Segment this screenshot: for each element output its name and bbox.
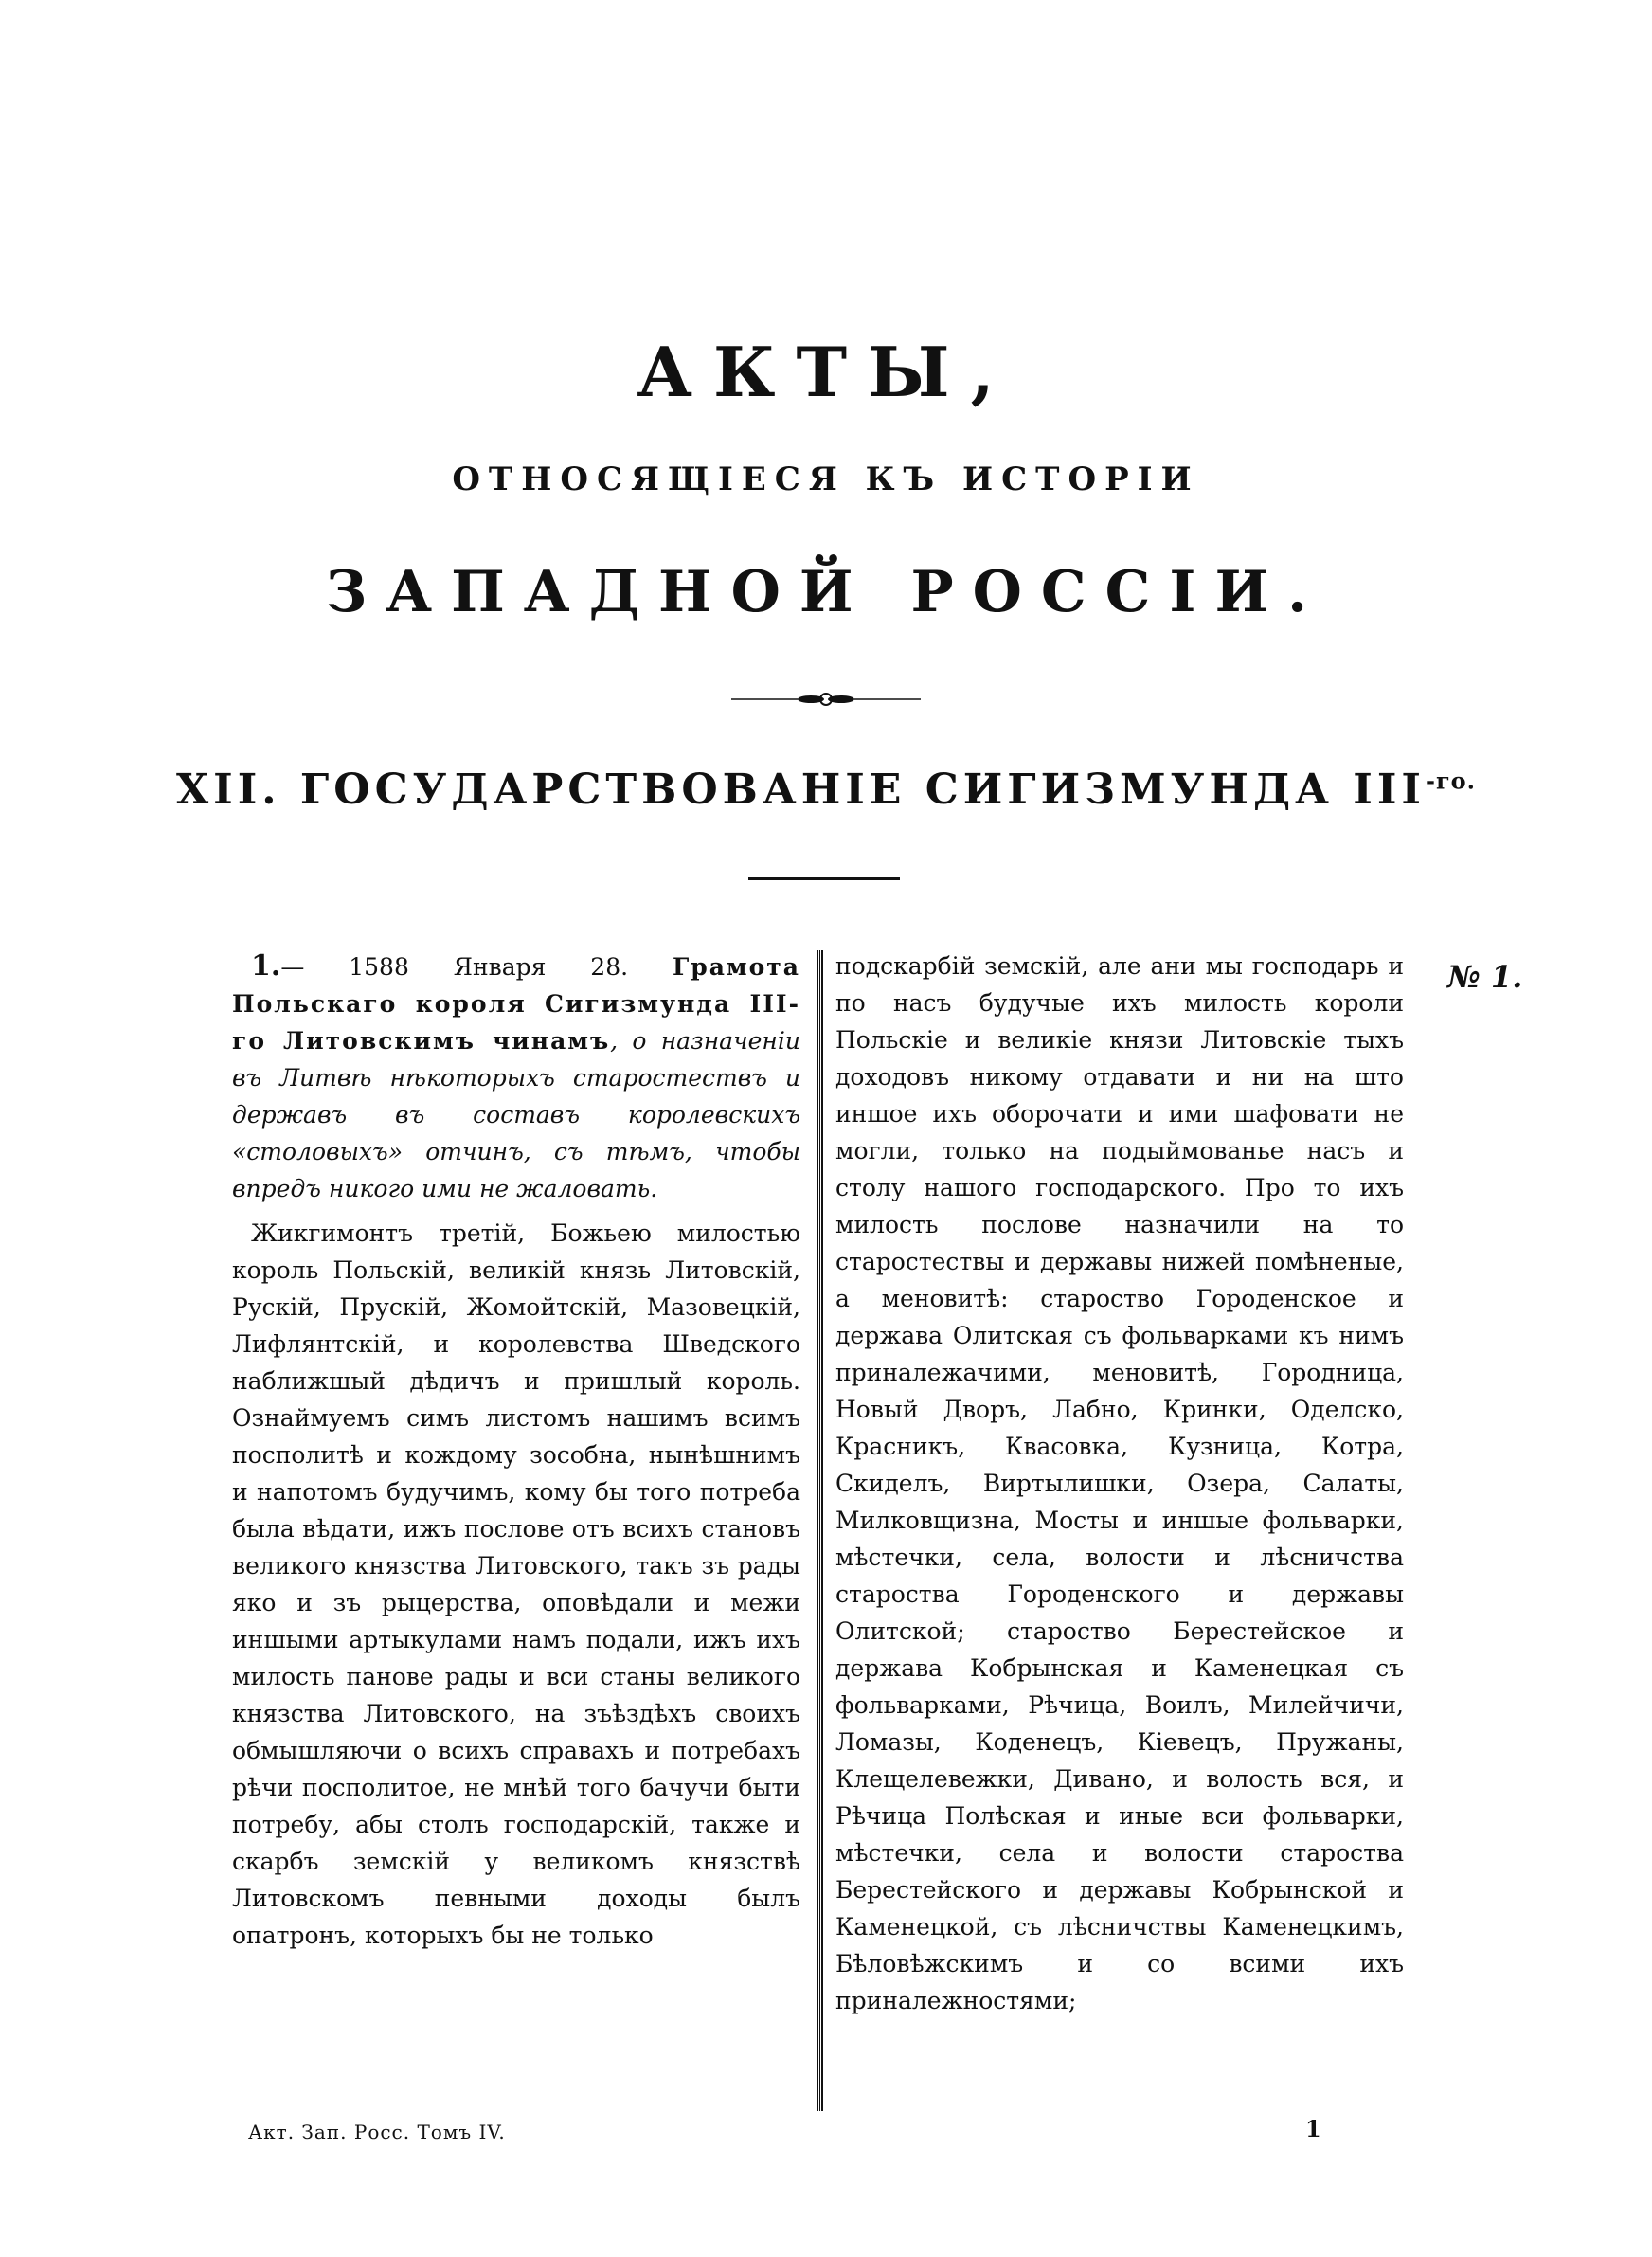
document-date: 1588 Января 28. [349,953,673,981]
document-heading [232,948,800,1207]
section-title-main: XII. ГОСУДАРСТВОВАНІЕ СИГИЗМУНДА III [175,766,1426,814]
margin-note: № 1. [1447,959,1523,995]
document-type: Грамота Польскаго короля Сигизмунда III-го Литовскимъ чинамъ [232,953,800,1055]
volume-title: АКТЫ, [637,332,1015,412]
column-divider [817,950,823,2111]
right-column [835,948,1404,2113]
document-number: 1. [251,949,281,983]
section-title [0,766,1652,814]
left-column-text: Жикгимонтъ третій, Божьею милостью король Польскій, великій князь Литовскій, Рускій, Пруcкій, Жомойтскій, Мазовецкій, Лифлянтскій, и королевства Шведского наближшый дѣдичъ и пришлый король. Ознаймуемъ симъ листомъ нашимъ всимъ посполитѣ и кождому зособна, нынѣшнимъ и напотомъ будучимъ, кому бы того потреба была вѣдати, ижъ послове отъ всихъ становъ великого князства Литовского, такъ зъ рады яко и зъ рыцерства, оповѣдали и межи иншыми артыкулами намъ подали, ижъ ихъ милость панове рады и вси станы великого князства Литовского, на зъѣздѣхъ своихъ обмышляючи о всихъ справахъ и потребахъ рѣчи посполитое, не мнѣй того бачучи быти потребу, абы столъ господарскій, также и скарбъ земскій у великомъ князствѣ Литовскомъ певными доходы былъ опатронъ, которыхъ бы не только [232,1219,800,1949]
left-column [232,948,800,2113]
volume-region-title: ЗАПАДНОЙ РОССІИ. [325,559,1327,625]
ornament-divider-icon [731,690,921,709]
document-dash: — [280,953,350,981]
section-title-suffix: -го. [1425,767,1477,795]
volume-subtitle: ОТНОСЯЩІЕСЯ КЪ ИСТОРІИ [452,460,1200,498]
section-rule [748,877,900,880]
footer-signature: Акт. Зап. Росс. Томъ IV. [248,2121,506,2143]
right-column-text: подскарбій земскій, але ани мы господарь и по насъ будучые ихъ милость короли Польскіе и великіе князи Литовскіе тыхъ доходовъ никому отдавати и ни на што иншое ихъ оборочати и ими шафовати не могли, только на подыймованье насъ и столу нашого господарского. Про то ихъ милость послове назначили на то старостествы и державы нижей помѣненые, а меновитѣ: староство Городенское и держава Олитская съ фольварками къ нимъ приналежачими, меновитѣ, Городница, Новый Дворъ, Лабно, Кринки, Оделско, Красникъ, Квасовка, Кузница, Котра, Скиделъ, Виртылишки, Озера, Салаты, Милковщизна, Мосты и иншые фольварки, мѣстечки, села, волости и лѣсничства староства Городенского и державы Олитской; староство Берестейское и держава Кобрынская и Каменецкая съ фольварками, Рѣчица, Воилъ, Милейчичи, Ломазы, Коденецъ, Кіевецъ, Пружаны, Клещелевежки, Дивано, и волость вся, и Рѣчица Полѣская и иные вси фольварки, мѣстечки, села и волости староства Берестейского и державы Кобрынской и Каменецкой, съ лѣсничствы Каменецкимъ, Бѣловѣжскимъ и со всими ихъ приналежностями; [835,952,1404,2014]
page-number: 1 [1305,2115,1321,2142]
document-summary: , о назначеніи въ Литвѣ нѣкоторыхъ старостествъ и державъ въ составъ королевскихъ «столовыхъ» отчинъ, съ тѣмъ, чтобы впредъ никого ими не жаловать. [232,1027,800,1202]
column-divider-inner [819,950,820,2111]
